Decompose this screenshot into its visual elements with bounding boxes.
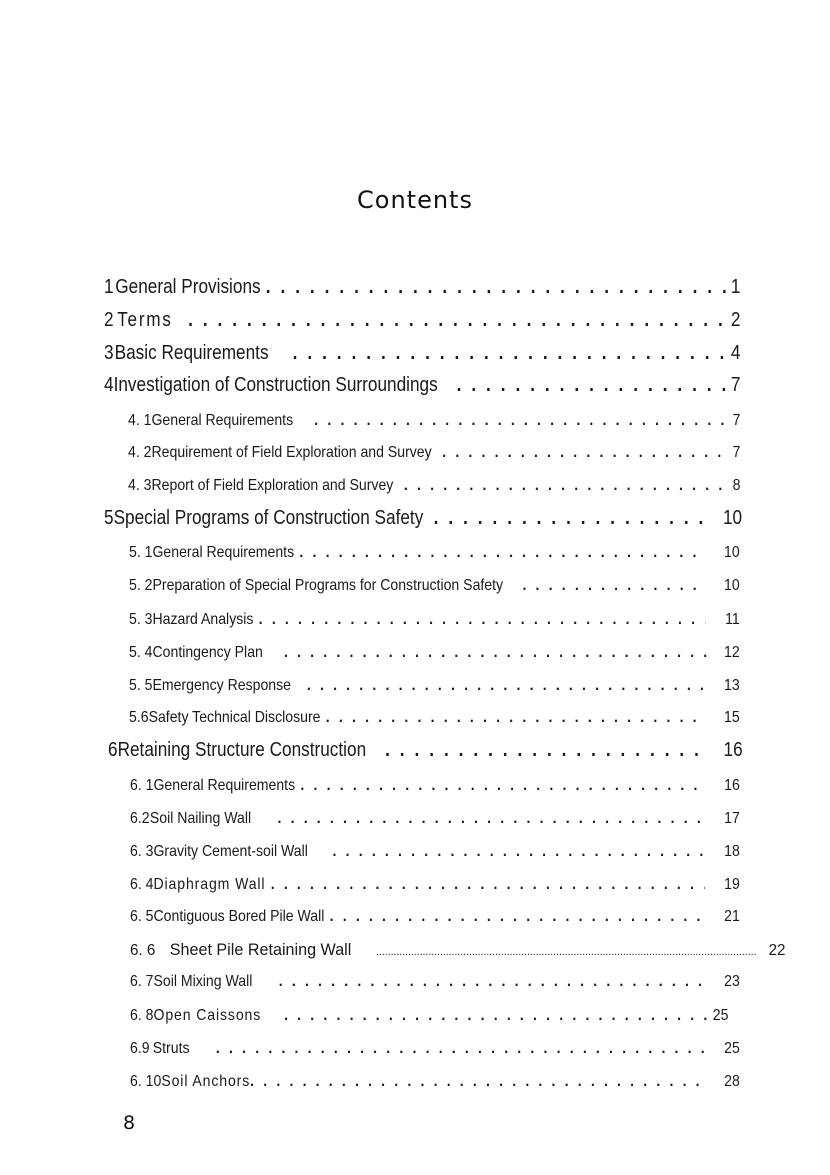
toc-number: 6. 5 (130, 908, 154, 925)
toc-page: 16 (724, 777, 740, 794)
dot-leader (376, 946, 757, 958)
toc-entry-chapter-2[interactable] (104, 309, 740, 332)
toc-label: Open Caissons (153, 1007, 262, 1024)
dot-leader (442, 444, 727, 462)
toc-entry-section-6-8[interactable] (130, 1007, 728, 1025)
dot-leader (299, 544, 704, 562)
dot-leader (404, 477, 727, 495)
toc-number: 6.9 (130, 1040, 150, 1057)
toc-entry-section-6-9[interactable] (130, 1040, 740, 1058)
toc-label: Soil Mixing Wall (153, 973, 253, 990)
page-number: 8 (123, 1112, 136, 1134)
toc-entry-section-6-5[interactable] (130, 908, 740, 926)
toc-entry-section-5-6[interactable] (129, 709, 740, 727)
toc-entry-section-6-1[interactable] (130, 777, 740, 795)
toc-page: 12 (724, 644, 740, 661)
toc-entry-section-5-2[interactable] (129, 577, 740, 595)
toc-page: 7 (732, 412, 741, 429)
toc-label: Emergency Response (152, 677, 292, 694)
toc-number: 6. 1 (130, 777, 154, 794)
toc-number: 2 (104, 309, 114, 331)
toc-number: 6 (108, 739, 118, 761)
toc-label: Basic Requirements (114, 342, 269, 364)
toc-number: 5 (104, 507, 114, 529)
toc-entry-chapter-4[interactable] (104, 374, 740, 397)
toc-label: Contiguous Bored Pile Wall (153, 908, 325, 925)
toc-entry-section-6-2[interactable] (130, 810, 740, 828)
dot-leader (188, 309, 726, 332)
dot-leader (326, 709, 705, 727)
dot-leader (279, 973, 709, 991)
toc-entry-chapter-5[interactable] (104, 507, 742, 530)
dot-leader (300, 777, 704, 795)
toc-entry-section-5-4[interactable] (129, 644, 740, 662)
dot-leader (284, 1007, 713, 1025)
toc-page: 15 (724, 709, 740, 726)
toc-number: 5. 2 (129, 577, 153, 594)
toc-page: 18 (724, 843, 740, 860)
toc-page: 10 (722, 507, 743, 529)
toc-page: 25 (724, 1040, 740, 1057)
toc-label: Requirement of Field Exploration and Survey (151, 444, 432, 461)
toc-entry-section-4-3[interactable] (128, 477, 740, 495)
toc-label: Sheet Pile Retaining Wall (169, 940, 352, 959)
toc-number: 5.6 (129, 709, 149, 726)
toc-label: Soil Nailing Wall (149, 810, 252, 827)
toc-number: 4 (104, 374, 114, 396)
toc-page: 17 (724, 810, 740, 827)
toc-label: General Requirements (151, 412, 294, 429)
toc-label: Investigation of Construction Surroundings (113, 374, 438, 396)
toc-number: 6. 8 (130, 1007, 154, 1024)
toc-page: 16 (723, 739, 743, 761)
toc-page: 13 (724, 677, 740, 694)
toc-label: Special Programs of Construction Safety (113, 507, 424, 529)
toc-page: 23 (724, 973, 740, 990)
toc-number: 5. 4 (129, 644, 153, 661)
toc-number: 6. 10 (130, 1073, 162, 1090)
toc-number: 3 (104, 342, 114, 364)
dot-leader (284, 644, 708, 662)
toc-page: 11 (725, 611, 740, 628)
toc-entry-section-6-7[interactable] (130, 973, 740, 991)
toc-page: 21 (724, 908, 740, 925)
toc-label: Contingency Plan (152, 644, 263, 661)
toc-label: Gravity Cement-soil Wall (153, 843, 308, 860)
toc-page: 8 (732, 477, 741, 494)
toc-page: 19 (724, 876, 740, 893)
toc-entry-section-6-6[interactable] (130, 940, 786, 960)
toc-label: Safety Technical Disclosure (148, 709, 321, 726)
toc-number: 1 (104, 276, 114, 298)
toc-label: General Requirements (153, 777, 296, 794)
dot-leader (293, 342, 726, 365)
toc-page: 7 (732, 444, 741, 461)
dot-leader (250, 1073, 708, 1091)
toc-number: 5. 3 (129, 611, 153, 628)
toc-entry-section-5-1[interactable] (129, 544, 740, 562)
toc-page: 28 (724, 1073, 740, 1090)
toc-page: 25 (712, 1007, 729, 1024)
dot-leader (434, 507, 708, 530)
toc-number: 5. 5 (129, 677, 153, 694)
dot-leader (333, 843, 705, 861)
dot-leader (385, 739, 708, 762)
toc-number: 5. 1 (129, 544, 153, 561)
toc-label: Terms (117, 309, 173, 331)
toc-number: 4. 3 (128, 477, 152, 494)
toc-number: 6. 4 (130, 876, 154, 893)
dot-leader (330, 908, 705, 926)
toc-label: Diaphragm Wall (153, 876, 266, 893)
dot-leader (266, 276, 726, 299)
toc-label: General Requirements (152, 544, 295, 561)
toc-number: 6.2 (130, 810, 150, 827)
toc-entry-section-4-2[interactable] (128, 444, 740, 462)
toc-label: Preparation of Special Programs for Construction Safety (152, 577, 504, 594)
toc-page: 4 (730, 342, 741, 364)
toc-entry-section-4-1[interactable] (128, 412, 740, 430)
toc-entry-section-6-10[interactable] (130, 1073, 740, 1091)
toc-page: 1 (730, 276, 741, 298)
toc-label: General Provisions (115, 276, 261, 298)
toc-page: 10 (724, 544, 740, 561)
toc-label: Soil Anchors (161, 1073, 251, 1090)
page-title: Contents (357, 186, 473, 214)
dot-leader (277, 810, 708, 828)
toc-label: Struts (152, 1040, 190, 1057)
toc-entry-chapter-3[interactable] (104, 342, 740, 365)
toc-label: Hazard Analysis (152, 611, 254, 628)
toc-entry-chapter-1[interactable] (104, 276, 740, 299)
dot-leader (522, 577, 704, 595)
toc-number: 4. 1 (128, 412, 152, 429)
toc-entry-section-6-4[interactable] (130, 876, 740, 894)
toc-entry-section-5-5[interactable] (129, 677, 740, 695)
dot-leader (271, 876, 705, 894)
dot-leader (307, 677, 705, 695)
toc-entry-section-5-3[interactable] (129, 611, 740, 629)
toc-entry-section-6-3[interactable] (130, 843, 740, 861)
dot-leader (314, 412, 727, 430)
toc-label: Report of Field Exploration and Survey (151, 477, 394, 494)
toc-label: Retaining Structure Construction (117, 739, 367, 761)
toc-entry-chapter-6[interactable] (108, 739, 743, 762)
toc-page: 7 (730, 374, 741, 396)
dot-leader (259, 611, 706, 629)
toc-number: 6. 7 (130, 973, 154, 990)
dot-leader (216, 1040, 708, 1058)
toc-number: 6. 3 (130, 843, 154, 860)
toc-number: 6. 6 (130, 942, 156, 959)
toc-number: 4. 2 (128, 444, 152, 461)
dot-leader (457, 374, 726, 397)
toc-page: 22 (768, 942, 786, 959)
toc-page: 2 (730, 309, 741, 331)
toc-page: 10 (724, 577, 740, 594)
